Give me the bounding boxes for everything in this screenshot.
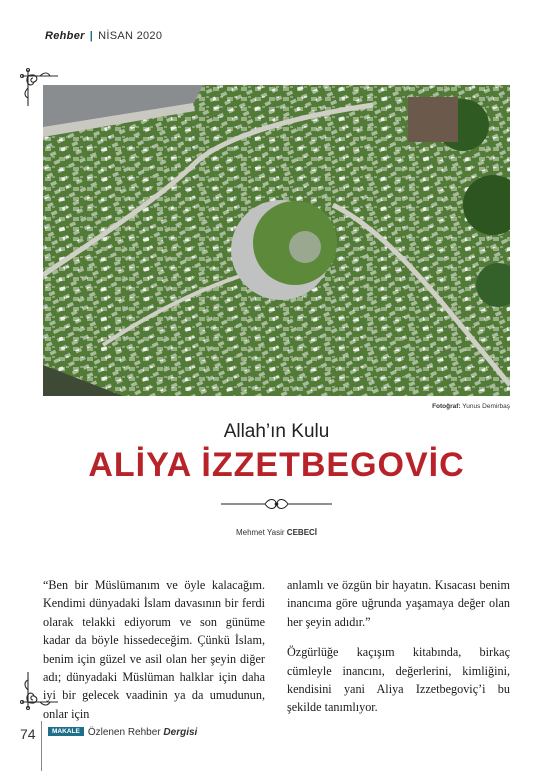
credit-label: Fotoğraf: xyxy=(432,403,461,410)
magazine-name-bold: Dergisi xyxy=(163,727,198,738)
author-family-name: CEBECİ xyxy=(286,528,318,537)
author-given-name: Mehmet Yasir xyxy=(235,528,285,537)
issue-label: NİSAN 2020 xyxy=(98,30,163,42)
footer-label xyxy=(48,727,197,738)
article-subtitle: Allah’ın Kulu xyxy=(223,421,330,442)
footer-divider xyxy=(41,721,42,771)
ornamental-divider-icon xyxy=(221,496,332,512)
corner-ornament-bottom-icon xyxy=(18,668,62,712)
article-author xyxy=(0,528,553,537)
running-header xyxy=(45,30,162,42)
header-separator: | xyxy=(89,30,94,42)
paragraph: anlamlı ve özgün bir hayatın. Kısacası benim inancıma göre uğrunda yaşamaya değer olan her şeyin adıdır.” xyxy=(287,578,510,629)
magazine-name: Özlenen Rehber xyxy=(87,727,161,738)
paragraph: Özgürlüğe kaçışım kitabında, birkaç cümleyle inancını, değerlerini, kimliğini, kendisini yani Aliya Izzetbegoviç’i bu şekilde tanımlıyor. xyxy=(287,645,510,715)
brand-logo: Rehber xyxy=(45,30,85,42)
text-column-right xyxy=(287,576,510,729)
credit-name: Yunus Demirbaş xyxy=(462,403,510,410)
text-column-left xyxy=(43,576,265,735)
photo-credit xyxy=(432,403,510,410)
paragraph: “Ben bir Müslümanım ve öyle kalacağım. Kendimi dünyadaki İslam davasının bir ferdi olarak telakki ediyorum ve son günüme kadar da böyle hissedeceğim. Çünkü İslam, benim için güzel ve asil olan her şeyin diğer adı; dünyadaki Müslüman halklar için daha iyi bir gelecek vaadinin ya da umudunun, onlar için xyxy=(43,578,265,721)
section-tag: MAKALE xyxy=(48,727,84,736)
page-number: 74 xyxy=(20,726,36,742)
aerial-cemetery-photo xyxy=(43,85,510,396)
article-title: ALİYA İZZETBEGOVİC xyxy=(88,446,465,484)
